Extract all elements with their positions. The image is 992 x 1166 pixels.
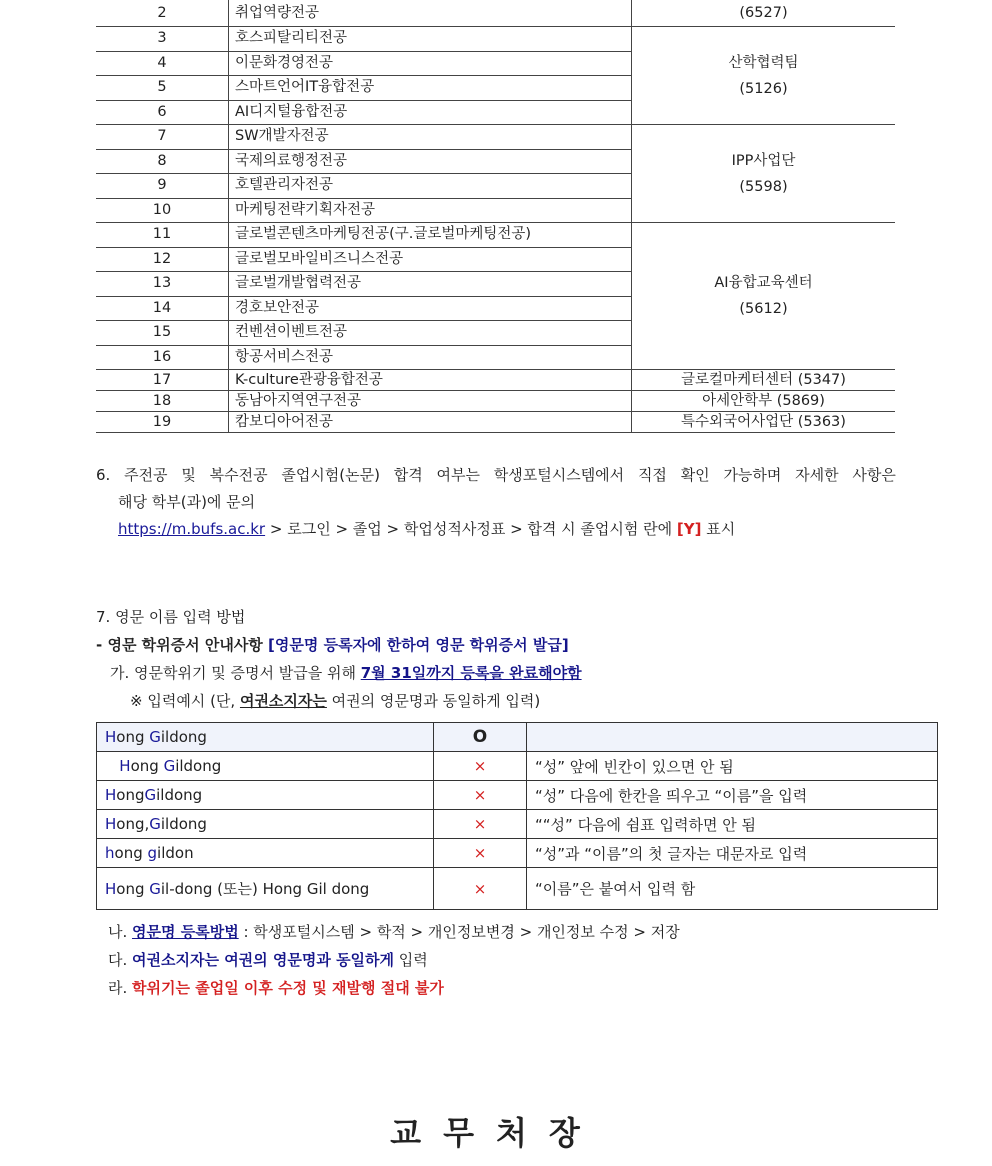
contact-dept xyxy=(632,223,896,370)
name-part: ildon xyxy=(157,844,194,862)
row-number: 5 xyxy=(96,76,229,101)
na-bold: 영문명 등록방법 xyxy=(132,923,239,941)
major-name: K-culture관광융합전공 xyxy=(229,370,632,391)
major-name: 경호보안전공 xyxy=(229,296,632,321)
name-part: ildong xyxy=(160,728,207,746)
example-line xyxy=(96,687,582,715)
da-bold: 여권소지자는 여권의 영문명과 동일하게 xyxy=(132,951,395,969)
notice-bold: 영문 학위증서 안내사항 xyxy=(107,636,263,654)
contact-text: 산학협력팀 xyxy=(728,54,799,71)
word: 확인 xyxy=(680,466,710,484)
row-number: 11 xyxy=(96,223,229,248)
major-name: 호텔관리자전공 xyxy=(229,174,632,199)
contact-text: (5612) xyxy=(739,301,788,317)
wrong-mark: × xyxy=(434,752,527,781)
table-row xyxy=(96,125,895,150)
ra-prefix: 라. xyxy=(108,979,133,997)
row-number: 4 xyxy=(96,51,229,76)
name-part: g xyxy=(147,844,158,862)
name-part: G xyxy=(144,786,157,804)
name-part: H xyxy=(105,786,117,804)
major-name: 컨벤션이벤트전공 xyxy=(229,321,632,346)
word: 직접 xyxy=(637,466,667,484)
flag-y: [Y] xyxy=(676,520,702,538)
item-ga xyxy=(96,659,582,687)
section-6-line2: 해당 학부(과)에 문의 xyxy=(118,493,256,511)
ex-bold: 여권소지자는 xyxy=(239,692,327,710)
major-name: 국제의료행정전공 xyxy=(229,149,632,174)
table-row xyxy=(96,391,895,412)
contact-text: 아세안학부 (5869) xyxy=(702,392,825,409)
contact-text: 글로컬마케터센터 (5347) xyxy=(681,371,846,388)
name-part: ong xyxy=(116,786,145,804)
section-7-title: 7. 영문 이름 입력 방법 xyxy=(96,608,246,626)
ga-prefix: 가. 영문학위기 및 증명서 발급을 위해 xyxy=(110,664,361,682)
contact-text: AI융합교육센터 xyxy=(714,275,813,291)
name-part: ong, xyxy=(116,815,150,833)
major-name: 글로벌모바일비즈니스전공 xyxy=(229,247,632,272)
row-number: 3 xyxy=(96,27,229,52)
row-number: 13 xyxy=(96,272,229,297)
name-part: h xyxy=(105,844,115,862)
name-part: G xyxy=(163,757,176,775)
example-row xyxy=(97,868,938,910)
example-name xyxy=(97,810,434,839)
row-number: 9 xyxy=(96,174,229,199)
ex-prefix: ※ 입력예시 (단, xyxy=(130,692,240,710)
example-row xyxy=(97,839,938,868)
wrong-mark: × xyxy=(434,781,527,810)
name-part: ong xyxy=(130,757,164,775)
na-prefix: 나. xyxy=(108,923,133,941)
example-note: “성” 다음에 한칸을 띄우고 “이름”을 입력 xyxy=(527,781,938,810)
name-part: G xyxy=(149,815,161,833)
contact-text: IPP사업단 xyxy=(731,152,796,169)
row-number: 19 xyxy=(96,412,229,433)
example-row xyxy=(97,723,938,752)
ex-suffix: 여권의 영문명과 동일하게 입력) xyxy=(326,692,541,710)
example-name-text xyxy=(105,880,369,898)
major-name: 취업역량전공 xyxy=(229,0,632,27)
word: 학생포털시스템에서 xyxy=(493,466,625,484)
wrong-mark: × xyxy=(434,868,527,910)
word: 주전공 xyxy=(124,466,168,484)
contact-text: (5126) xyxy=(739,80,788,97)
wrong-mark: × xyxy=(434,810,527,839)
major-name: 호스피탈리티전공 xyxy=(229,27,632,52)
name-part: ildong xyxy=(175,757,222,775)
row-number: 8 xyxy=(96,149,229,174)
word: 사항은 xyxy=(852,466,896,484)
english-name-example-table xyxy=(96,722,938,910)
word: 자세한 xyxy=(795,466,839,484)
example-note: “성”과 “이름”의 첫 글자는 대문자로 입력 xyxy=(527,839,938,868)
word: 졸업시험(논문) xyxy=(281,466,380,484)
after-notes xyxy=(108,918,680,1002)
major-name: 이문화경영전공 xyxy=(229,51,632,76)
item-na xyxy=(108,918,680,946)
example-name xyxy=(97,868,434,910)
major-name: 글로벌개발협력전공 xyxy=(229,272,632,297)
contact-text: (6527) xyxy=(739,5,788,21)
table-row xyxy=(96,0,895,27)
name-part: G xyxy=(149,728,161,746)
word: 및 xyxy=(181,466,196,484)
example-name xyxy=(97,781,434,810)
wrong-mark: × xyxy=(434,839,527,868)
row-number: 14 xyxy=(96,296,229,321)
example-name xyxy=(97,839,434,868)
row-number: 18 xyxy=(96,391,229,412)
da-prefix: 다. xyxy=(108,951,133,969)
example-note: “성” 앞에 빈칸이 있으면 안 됨 xyxy=(527,752,938,781)
example-name xyxy=(97,752,434,781)
name-part: ildong xyxy=(156,786,203,804)
example-note xyxy=(527,723,938,752)
name-part: H xyxy=(105,757,131,775)
row-number: 15 xyxy=(96,321,229,346)
table-row xyxy=(96,223,895,248)
table-row xyxy=(96,370,895,391)
contact-dept xyxy=(632,125,896,223)
contact-dept xyxy=(632,0,896,27)
section-6-line3 xyxy=(96,516,896,543)
name-part: G xyxy=(149,880,161,898)
major-name: 동남아지역연구전공 xyxy=(229,391,632,412)
portal-path: > 로그인 > 졸업 > 학업성적사정표 > 합격 시 졸업시험 란에 xyxy=(265,520,677,538)
name-part: H xyxy=(105,815,117,833)
section-6 xyxy=(96,462,896,543)
example-name-text xyxy=(105,728,207,746)
section-7 xyxy=(96,603,582,715)
signature: 교무처장 xyxy=(390,1114,602,1152)
correct-mark: O xyxy=(434,723,527,752)
contact-dept xyxy=(632,412,896,433)
contact-dept xyxy=(632,370,896,391)
example-note: “이름”은 붙여서 입력 함 xyxy=(527,868,938,910)
da-rest: 입력 xyxy=(394,951,428,969)
major-name: 마케팅전략기획자전공 xyxy=(229,198,632,223)
contact-text: (5598) xyxy=(739,178,788,195)
ra-bold: 학위기는 졸업일 이후 수정 및 재발행 절대 불가 xyxy=(132,979,444,997)
name-part: H xyxy=(105,728,117,746)
path-tail: 표시 xyxy=(701,520,736,538)
example-row xyxy=(97,781,938,810)
item-ra xyxy=(108,974,680,1002)
major-name: 스마트언어IT융합전공 xyxy=(229,76,632,101)
item-da xyxy=(108,946,680,974)
example-note: ““성” 다음에 쉼표 입력하면 안 됨 xyxy=(527,810,938,839)
name-part: ong xyxy=(114,844,148,862)
table-row xyxy=(96,27,895,52)
row-number: 6 xyxy=(96,100,229,125)
word: 합격 xyxy=(393,466,423,484)
word: 여부는 xyxy=(436,466,480,484)
word: 복수전공 xyxy=(209,466,268,484)
name-part: ong xyxy=(116,880,150,898)
example-name-text xyxy=(105,815,207,833)
notice-prefix: - xyxy=(96,636,108,654)
row-number: 2 xyxy=(96,0,229,27)
example-row xyxy=(97,752,938,781)
major-name: 캄보디아어전공 xyxy=(229,412,632,433)
ga-deadline: 7월 31일까지 등록을 완료해야함 xyxy=(360,664,582,682)
contact-dept xyxy=(632,391,896,412)
row-number: 10 xyxy=(96,198,229,223)
notice-bracket: [영문명 등록자에 한하여 영문 학위증서 발급] xyxy=(262,636,569,654)
major-name: SW개발자전공 xyxy=(229,125,632,150)
major-name: AI디지털융합전공 xyxy=(229,100,632,125)
contact-dept xyxy=(632,27,896,125)
department-contact-table xyxy=(96,0,895,433)
example-name xyxy=(97,723,434,752)
row-number: 16 xyxy=(96,345,229,370)
na-rest: : 학생포털시스템 > 학적 > 개인정보변경 > 개인정보 수정 > 저장 xyxy=(238,923,680,941)
example-name-text xyxy=(105,786,202,804)
row-number: 12 xyxy=(96,247,229,272)
portal-link[interactable]: https://m.bufs.ac.kr xyxy=(118,520,266,538)
major-name: 항공서비스전공 xyxy=(229,345,632,370)
name-part: il-dong (또는) Hong Gil dong xyxy=(160,880,370,898)
row-number: 17 xyxy=(96,370,229,391)
name-part: H xyxy=(105,880,117,898)
table-row xyxy=(96,412,895,433)
section-6-line1 xyxy=(96,462,896,489)
name-part: ildong xyxy=(160,815,207,833)
major-name: 글로벌콘텐츠마케팅전공(구.글로벌마케팅전공) xyxy=(229,223,632,248)
word: 6. xyxy=(96,466,111,484)
example-name-text xyxy=(105,844,194,862)
contact-text: 특수외국어사업단 (5363) xyxy=(681,413,846,430)
name-part: ong xyxy=(116,728,150,746)
example-row xyxy=(97,810,938,839)
example-name-text xyxy=(105,757,221,775)
notice-line xyxy=(96,631,582,659)
word: 가능하며 xyxy=(723,466,782,484)
row-number: 7 xyxy=(96,125,229,150)
